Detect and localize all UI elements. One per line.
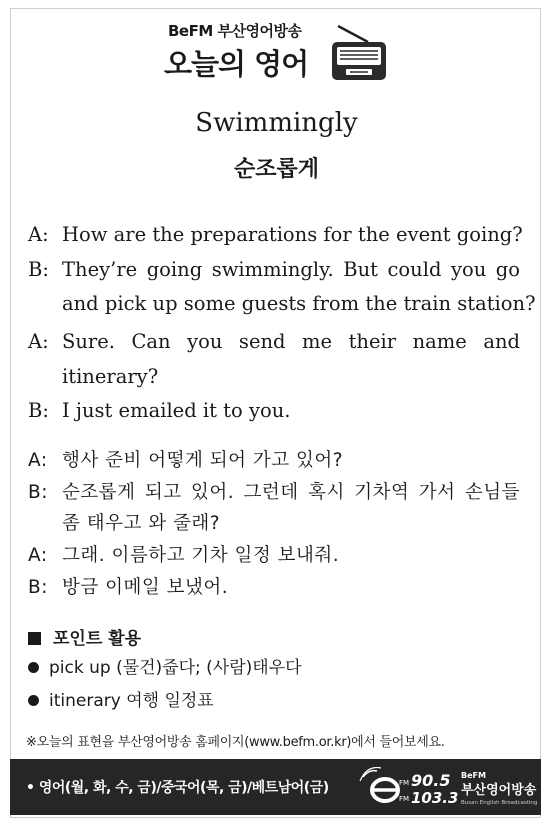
speaker-label: A: (28, 450, 48, 471)
svg-text:103.3: 103.3 (411, 789, 459, 807)
brand-label: BeFM 부산영어방송 (168, 22, 302, 40)
dialogue-line (28, 480, 520, 506)
square-bullet-icon (28, 632, 41, 645)
svg-text:부산영어방송: 부산영어방송 (461, 783, 537, 798)
point-item: itinerary 여행 일정표 (28, 689, 214, 713)
dialogue-text: 방금 이메일 보냈어. (62, 577, 229, 598)
svg-text:FM: FM (399, 795, 410, 803)
footer-bar (10, 759, 541, 815)
expression-translation: 순조롭게 (233, 157, 319, 182)
dialogue-line (28, 398, 520, 424)
bullet-icon (28, 662, 39, 673)
dialogue-line (28, 543, 520, 569)
point-item: pick up (물건)줍다; (사람)태우다 (28, 656, 302, 680)
speaker-label: A: (28, 545, 48, 566)
homepage-note: ※오늘의 표현을 부산영어방송 홈페이지(www.befm.or.kr)에서 들어보세요. (26, 735, 445, 750)
speaker-label: B: (28, 399, 49, 422)
svg-text:Busan English Broadcasting: Busan English Broadcasting (461, 800, 538, 806)
dialogue-text: I just emailed it to you. (62, 399, 291, 422)
svg-text:90.5: 90.5 (411, 771, 451, 790)
dialogue-line (28, 511, 553, 537)
dialogue-text: and pick up some guests from the train station? (62, 292, 536, 315)
speaker-label: B: (28, 577, 48, 598)
bullet-icon (28, 695, 39, 706)
dialogue-text: 그래. 이름하고 기차 일정 보내줘. (62, 545, 340, 566)
dialogue-text: How are the preparations for the event going? (62, 223, 523, 246)
speaker-label: A: (28, 330, 49, 353)
radio-icon (328, 22, 390, 84)
dialogue-line (28, 329, 520, 355)
dialogue-line (28, 222, 523, 248)
dialogue-line (28, 448, 520, 474)
language-schedule: • 영어(월, 화, 수, 금)/중국어(목, 금)/베트남어(금) (26, 780, 329, 796)
expression-title: Swimmingly (195, 108, 358, 138)
dialogue-text: 좀 태우고 와 줄래? (62, 513, 221, 534)
speaker-label: B: (28, 482, 48, 503)
header (0, 14, 553, 90)
speaker-label: B: (28, 258, 49, 281)
svg-text:BeFM: BeFM (461, 771, 486, 780)
point-section-title: 포인트 활용 (28, 624, 141, 649)
station-logo (355, 763, 541, 811)
speaker-label: A: (28, 223, 49, 246)
dialogue-line (28, 257, 520, 283)
dialogue-line (28, 575, 520, 601)
show-title: 오늘의 영어 (164, 47, 309, 81)
dialogue-text: 행사 준비 어떻게 되어 가고 있어? (62, 450, 344, 471)
dialogue-text: They’re going swimmingly. But could you go (62, 258, 520, 281)
dialogue-text: Sure. Can you send me their name and (62, 330, 520, 353)
dialogue-line (28, 291, 553, 317)
dialogue-line (28, 364, 553, 390)
dialogue-text: itinerary? (62, 365, 159, 388)
svg-text:FM: FM (399, 779, 410, 787)
dialogue-text: 순조롭게 되고 있어. 그런데 혹시 기차역 가서 손님들 (62, 482, 520, 503)
